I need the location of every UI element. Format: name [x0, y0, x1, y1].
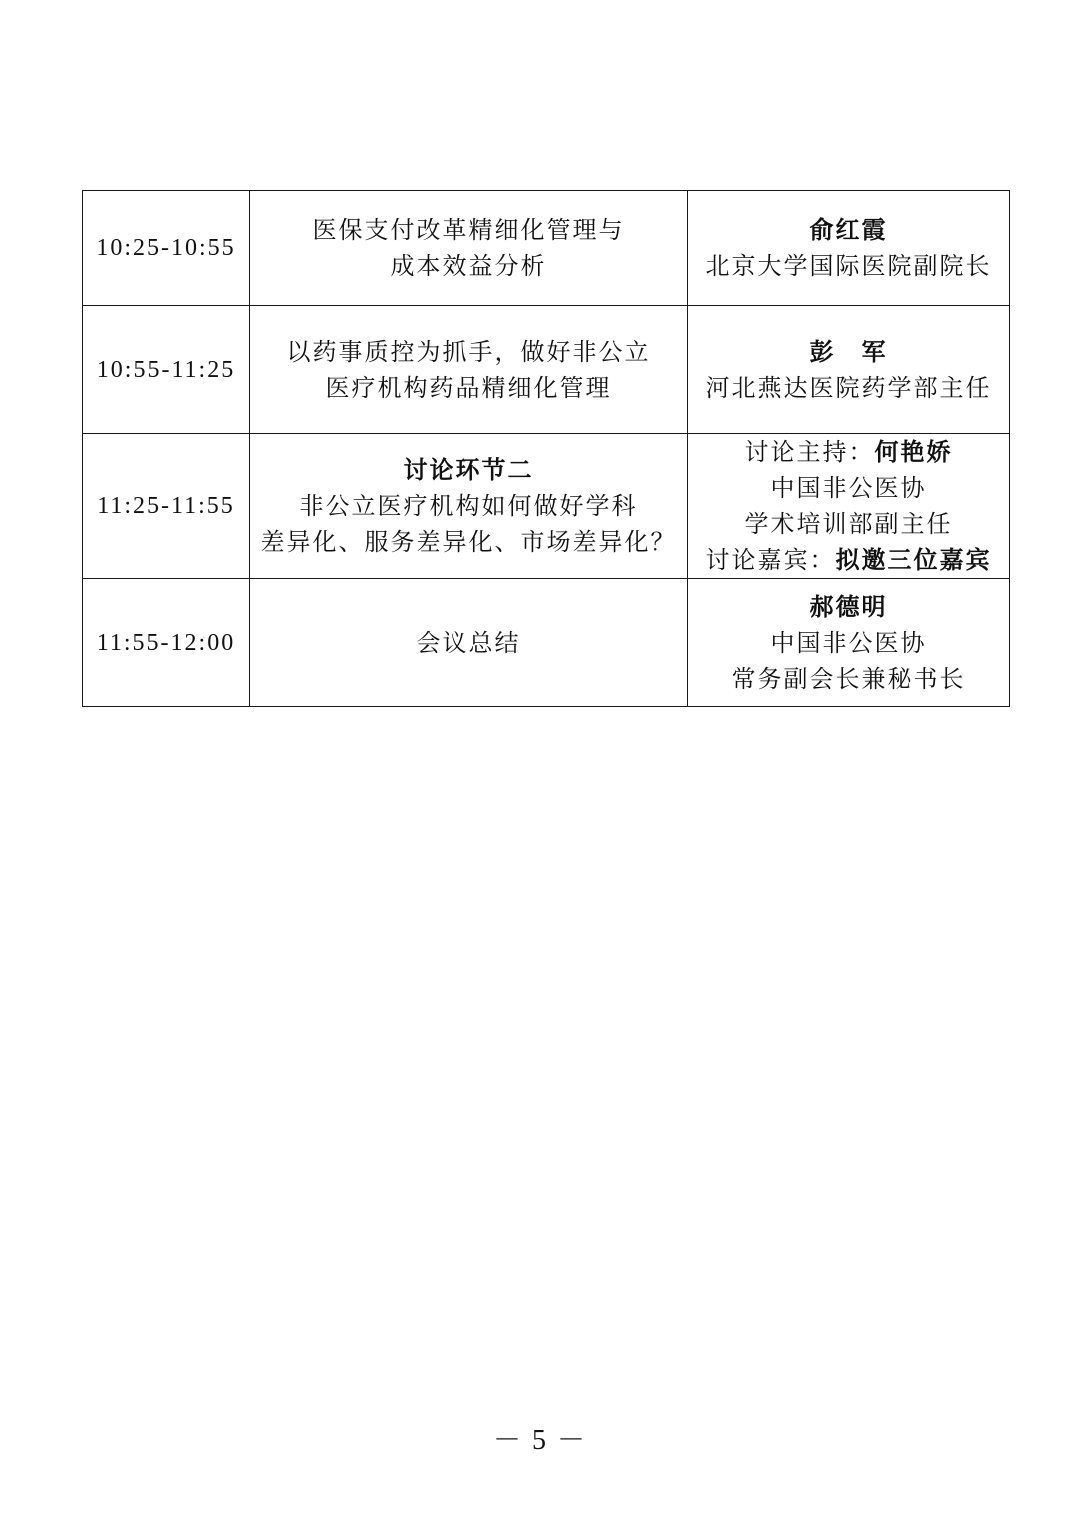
speaker-cell [688, 191, 1010, 306]
topic-line: 会议总结 [416, 628, 521, 657]
speaker-cell [688, 434, 1010, 579]
speaker-cell [688, 579, 1010, 707]
topic-heading: 讨论环节二 [403, 455, 534, 484]
speaker-name: 郝德明 [809, 591, 888, 621]
page-number: － 5 － [492, 1425, 587, 1456]
moderator-name: 何艳娇 [874, 437, 953, 466]
table-row [83, 434, 1010, 579]
topic-line: 以药事质控为抓手，做好非公立 [286, 337, 651, 366]
table-row [83, 306, 1010, 434]
topic-line: 医保支付改革精细化管理与 [312, 216, 625, 244]
topic-line: 医疗机构药品精细化管理 [325, 373, 612, 402]
topic-line: 差异化、服务差异化、市场差异化？ [260, 528, 677, 556]
speaker-title: 常务副会长兼秘书长 [731, 664, 966, 693]
guests-value: 拟邀三位嘉宾 [835, 545, 992, 574]
topic-cell [250, 579, 688, 707]
table-row [83, 191, 1010, 306]
speaker-name: 俞红霞 [809, 215, 888, 244]
speaker-title: 河北燕达医院药学部主任 [705, 373, 992, 402]
topic-line: 非公立医疗机构如何做好学科 [299, 492, 638, 520]
speaker-title: 北京大学国际医院副院长 [705, 252, 992, 280]
guests-line [694, 542, 1003, 578]
topic-cell [250, 434, 688, 579]
time-cell: 11:55-12:00 [83, 579, 250, 707]
topic-cell [250, 306, 688, 434]
moderator-label: 讨论主持： [744, 438, 875, 466]
topic-cell [250, 191, 688, 306]
speaker-name: 彭 军 [809, 336, 888, 366]
speaker-title: 中国非公医协 [770, 628, 927, 657]
schedule-table [82, 190, 1010, 707]
moderator-title: 学术培训部副主任 [744, 510, 953, 538]
speaker-cell [688, 306, 1010, 434]
time-cell: 10:55-11:25 [83, 306, 250, 434]
topic-line: 成本效益分析 [390, 252, 547, 280]
time-cell: 11:25-11:55 [83, 434, 250, 579]
moderator-title: 中国非公医协 [770, 474, 927, 502]
moderator-line [694, 434, 1003, 470]
guests-label: 讨论嘉宾： [705, 546, 836, 574]
time-cell: 10:25-10:55 [83, 191, 250, 306]
table-row [83, 579, 1010, 707]
